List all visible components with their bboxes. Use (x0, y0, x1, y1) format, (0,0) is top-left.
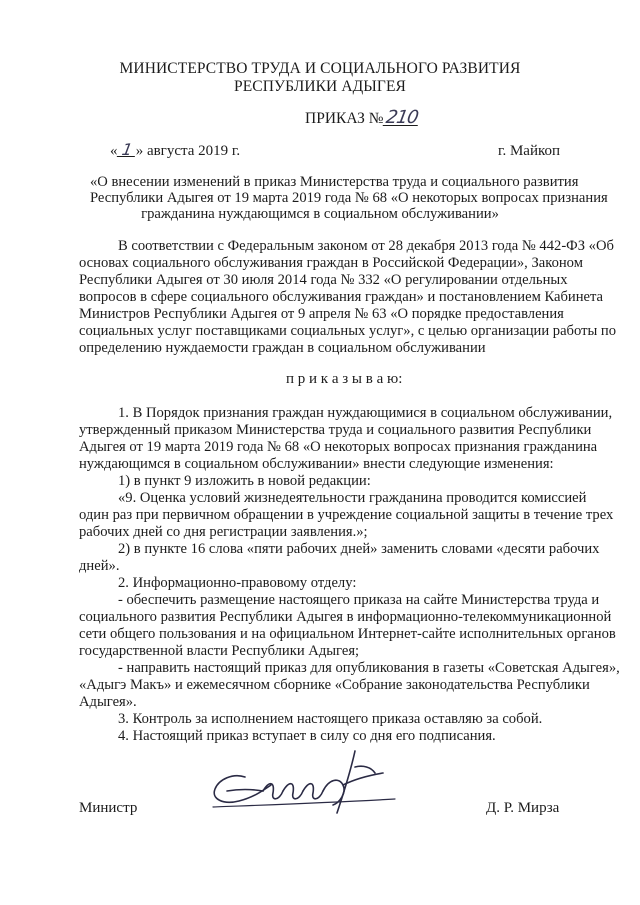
body-line-6: «9. Оценка условий жизнедеятельности гражданина проводится комиссией (118, 490, 587, 506)
body-line-10: дней». (79, 558, 120, 574)
preamble-line-6: социальных услуг поставщиками социальных услуг», с целью организации работы по (79, 323, 617, 339)
body-line-14: сети общего пользования и на официальном Интернет-сайте исполнительных органов (79, 626, 616, 642)
body-line-12: - обеспечить размещение настоящего приказа на сайте Министерства труда и (118, 592, 600, 608)
city: г. Майкоп (498, 143, 561, 159)
order-number: 210 (383, 107, 419, 128)
title-line-2: Республики Адыгея от 19 марта 2019 года № 68 «О некоторых вопросах признания (90, 190, 608, 206)
preamble-line-3: Республики Адыгея от 30 июля 2014 года № 332 «О регулировании отдельных (79, 272, 568, 288)
date-month-year: » августа 2019 г. (135, 143, 241, 159)
body-line-3: Адыгея от 19 марта 2019 года № 68 «О некоторых вопросах признания гражданина (79, 439, 598, 455)
body-line-7: один раз при первичном обращении в учреждение социальной защиты в течение трех (79, 507, 614, 523)
preamble-line-1: В соответствии с Федеральным законом от 28 декабря 2013 года № 442-ФЗ «Об (118, 238, 614, 254)
body-line-4: нуждающимся в социальном обслуживании» внести следующие изменения: (79, 456, 554, 472)
body-line-11: 2. Информационно-правовому отделу: (118, 575, 357, 591)
body-line-15: государственной власти Республики Адыгея; (79, 643, 360, 659)
order-label: ПРИКАЗ № (305, 110, 384, 127)
body-line-20: 4. Настоящий приказ вступает в силу со дня его подписания. (118, 728, 496, 744)
body-line-13: социального развития Республики Адыгея в информационно-телекоммуникационной (79, 609, 612, 625)
order-heading (305, 107, 419, 128)
body-line-16: - направить настоящий приказ для опубликования в газеты «Советская Адыгея», (118, 660, 620, 676)
ministry-title-line1: МИНИСТЕРСТВО ТРУДА И СОЦИАЛЬНОГО РАЗВИТИЯ (119, 60, 521, 77)
order-word: п р и к а з ы в а ю: (286, 371, 403, 387)
handwritten-signature (205, 745, 405, 820)
preamble-line-2: основах социального обслуживания граждан в Российской Федерации», Законом (79, 255, 583, 271)
body-line-18: Адыгея». (79, 694, 137, 710)
title-line-3: гражданина нуждающимся в социальном обслуживании» (141, 206, 499, 222)
signatory-position: Министр (79, 800, 138, 816)
body-line-19: 3. Контроль за исполнением настоящего приказа оставляю за собой. (118, 711, 543, 727)
date-day: 1 (116, 143, 137, 157)
date-open-quote: « (110, 143, 118, 159)
title-line-1: «О внесении изменений в приказ Министерства труда и социального развития (90, 174, 579, 190)
body-line-1: 1. В Порядок признания граждан нуждающимися в социальном обслуживании, (118, 405, 613, 421)
signatory-name: Д. Р. Мирза (486, 800, 560, 816)
date-line (110, 140, 241, 160)
ministry-title-line2: РЕСПУБЛИКИ АДЫГЕЯ (234, 78, 406, 95)
body-line-9: 2) в пункте 16 слова «пяти рабочих дней» заменить словами «десяти рабочих (118, 541, 600, 557)
body-line-5: 1) в пункт 9 изложить в новой редакции: (118, 473, 371, 489)
preamble-line-5: Министров Республики Адыгея от 9 апреля № 63 «О порядке предоставления (79, 306, 564, 322)
body-line-8: рабочих дней со дня регистрации заявления.»; (79, 524, 368, 540)
body-line-17: «Адыгэ Макъ» и ежемесячном сборнике «Собрание законодательства Республики (79, 677, 590, 693)
preamble-line-7: определению нуждаемости граждан в социальном обслуживании (79, 340, 486, 356)
preamble-line-4: вопросов в сфере социального обслуживания граждан» и постановлением Кабинета (79, 289, 604, 305)
body-line-2: утвержденный приказом Министерства труда и социального развития Республики (79, 422, 592, 438)
